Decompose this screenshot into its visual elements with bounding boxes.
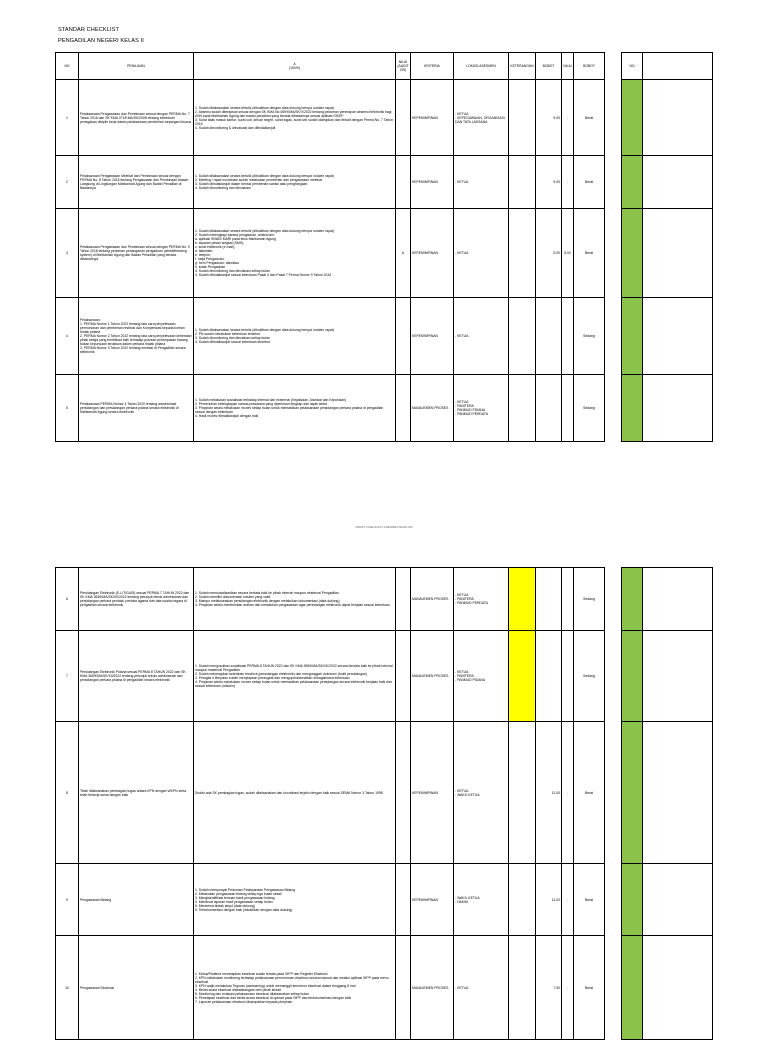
side-empty-cell	[643, 209, 713, 298]
row-lokasi: - KETUA - KEPEGAWAIAN, ORGANISASI DAN TATA LAKSANA	[454, 80, 509, 156]
side-status-cell	[622, 80, 643, 156]
table-row	[56, 156, 605, 209]
row-keterangan	[509, 298, 536, 375]
row-lokasi: - KETUA - WAKIL KETUA	[454, 722, 509, 864]
side-row	[622, 298, 713, 375]
col-keterangan: KETERANGAN	[509, 53, 536, 80]
row-bobot: 5.00	[536, 209, 562, 298]
side-status-cell	[622, 568, 643, 631]
row-no: 2	[56, 156, 79, 209]
row-penilaian: Pelaksanaan Pengawasan Melekat dan Pembinaan sesuai dengan PERMA No. 8 Tahun 2016 tentang Pengawasan dan Pembinaan Atasan Langsung di Lingkungan Mahkamah Agung dan Badan Peradilan di Bawahnya	[79, 156, 194, 209]
document-subtitle: PENGADILAN NEGERI KELAS II	[58, 38, 144, 44]
row-criteria-a: 1. Sudah dilaksanakan secara tertulis (dibuktikan dengan data dukung berupa notulen rapat) 2. Sudah melengkapi sarana pengaduan, antara lain: a. aplikasi SIWAS MARI pada situs Mahkamah Agung b. layanan pesan singkat (SMS); c. surat elektronik (e-mail); d. faksimile; e. telepon; f. meja Pengaduan; g. form Pengaduan; dan/atau h. kotak Pengaduan 3. Sudah dimonitoring dan dievaluasi setiap bulan 4. Sudah ditindaklanjuti sesuai ketentuan Pasal 4 dan Pasal 7 Perma Nomor 9 Tahun 2016	[194, 209, 396, 298]
row-keterangan	[509, 156, 536, 209]
side-status-cell	[622, 631, 643, 722]
row-criteria-a: 1. Sudah dilaksanakan secara tertulis (dibuktikan dengan data dukung berupa notulen rapat) 2. Meeting / rapat koordinasi sudah melakukan pemberian dan pengawasan melekat 3. Sudah ditindaklanjuti dalam bentuk pemberian sanksi atau penghargaan 4. Sudah dimonitoring dan dievaluasi	[194, 156, 396, 209]
row-bobot2: Sedang	[574, 631, 605, 722]
row-no: 8	[56, 722, 79, 864]
row-no: 5	[56, 375, 79, 442]
row-nilai	[562, 375, 574, 442]
side-empty-cell	[643, 631, 713, 722]
row-bobot2: Berat	[574, 156, 605, 209]
row-bobot	[536, 631, 562, 722]
side-row	[622, 80, 713, 156]
row-kriteria: KEPEMIMPINAN	[411, 298, 454, 375]
row-nilai	[562, 298, 574, 375]
row-lokasi: - KETUA - PANITERA - PANMUD PERDATA	[454, 568, 509, 631]
row-penilaian: Pengawasan Eksekusi	[79, 936, 194, 1040]
side-row	[622, 375, 713, 442]
table-row	[56, 722, 605, 864]
row-bobot2: Berat	[574, 722, 605, 864]
side-row	[622, 722, 713, 864]
row-criteria-a: 1. Sudah dilaksanakan secara tertulis (dibuktikan dengan data dukung berupa notulen rapat) 2. Absensi sudah diterapkan sesuai dengan SK KMA No.069/KMA/SK/V/2022 tentang pedoman penerapan absensi elektronik bagi ASN pada Mahkamah Agung dan badan peradilan yang berada dibawahnya sesuai aplikasi SIKEP 3. Surat tidak masuk kantor, surat cuti, keluar negeri, surat tugas, surat izin sudah diarsipkan dan terkait dengan Perma No. 7 Tahun 2016 4. Sudah dimonitoring & dievaluasi dan ditindaklanjuti	[194, 80, 396, 156]
table-row	[56, 375, 605, 442]
row-kriteria: MANAJEMEN PROSES	[411, 568, 454, 631]
row-lokasi: - KETUA - PANITERA - PANMUD PIDANA	[454, 631, 509, 722]
side-empty-cell	[643, 375, 713, 442]
row-kriteria: MANAJEMEN PROSES	[411, 936, 454, 1040]
col-lokasi: LOKASI ASESMEN	[454, 53, 509, 80]
row-bobot2: Sedang	[574, 568, 605, 631]
row-nilai-audit	[396, 156, 411, 209]
side-empty-cell	[643, 156, 713, 209]
row-keterangan	[509, 864, 536, 936]
row-bobot2: Berat	[574, 209, 605, 298]
row-bobot2: Berat	[574, 80, 605, 156]
row-no: 3	[56, 209, 79, 298]
side-row	[622, 631, 713, 722]
side-table-2	[621, 567, 713, 1040]
col-no: NO	[56, 53, 79, 80]
row-bobot2: Berat	[574, 864, 605, 936]
checklist-table-2	[55, 567, 605, 1040]
side-status-cell	[622, 156, 643, 209]
row-bobot2: Berat	[574, 936, 605, 1040]
side-col-no: NO	[622, 53, 643, 80]
row-no: 7	[56, 631, 79, 722]
table-row	[56, 209, 605, 298]
side-row	[622, 156, 713, 209]
row-kriteria: MANAJEMEN PROSES	[411, 375, 454, 442]
table-row	[56, 631, 605, 722]
checklist-table-1	[55, 52, 605, 442]
side-status-cell	[622, 298, 643, 375]
row-bobot	[536, 568, 562, 631]
side-row	[622, 864, 713, 936]
row-kriteria: KEPEMIMPINAN	[411, 722, 454, 864]
row-nilai-audit: A	[396, 209, 411, 298]
page-footer: DRAFT CHECKLIST ASESMEN BADILUM	[355, 525, 413, 529]
row-nilai: -	[562, 722, 574, 864]
side-empty-cell	[643, 864, 713, 936]
col-penilaian: PENILAIAN	[79, 53, 194, 80]
row-nilai-audit	[396, 80, 411, 156]
row-lokasi: - KETUA	[454, 209, 509, 298]
row-penilaian: Pelaksanaan PERMA Nomor 4 Tahun 2020 tentang administrasi persidangan dan persidangan perkara pidana secara elektronik di Mahkamah Agung secara elektronik	[79, 375, 194, 442]
col-a: A (100%)	[194, 53, 396, 80]
row-bobot: 11.00	[536, 722, 562, 864]
row-lokasi: - KETUA	[454, 936, 509, 1040]
table-row	[56, 864, 605, 936]
side-empty-cell	[643, 298, 713, 375]
side-row	[622, 209, 713, 298]
row-kriteria: KEPEMIMPINAN	[411, 156, 454, 209]
side-table-1	[621, 52, 713, 442]
col-bobot: BOBOT	[536, 53, 562, 80]
row-penilaian: Pelaksanaan Pengawasan dan Pembinaan sesuai dengan PERMA No. 7 Tahun 2016 dan SK KMA 071/KMA/SK/2008 tentang ketentuan penegakan disiplin kerja dalam pelaksanaan pemberian tunjangan khusus	[79, 80, 194, 156]
col-nilai: NILAI	[562, 53, 574, 80]
row-penilaian: Pelaksanaan Pengawasan dan Pembinaan sesuai dengan PERMA No. 9 Tahun 2016 tentang pedoman penanganan pengaduan (whistleblowing system) di Mahkamah Agung dan Badan Peradilan yang berada dibawahnya	[79, 209, 194, 298]
table-row	[56, 568, 605, 631]
document-title: STANDAR CHECKLIST	[58, 27, 119, 33]
row-keterangan	[509, 209, 536, 298]
row-no: 6	[56, 568, 79, 631]
row-lokasi: - KETUA	[454, 156, 509, 209]
row-keterangan	[509, 722, 536, 864]
row-nilai-audit	[396, 375, 411, 442]
row-kriteria: KEPEMIMPINAN	[411, 80, 454, 156]
row-penilaian: Telah dilaksanakan pembagian tugas antara KPN dengan WKPN serta telah bekerja sama dengan baik	[79, 722, 194, 864]
row-kriteria: KEPEMIMPINAN	[411, 864, 454, 936]
row-criteria-a: Sudah ada SK pembagian tugas, sudah dilaksanakan dan koordinasi terjalin dengan baik sesuai SEMA Nomor 3 Tahun 1998	[194, 722, 396, 864]
row-criteria-a: 1. Sudah mempunyai Pedoman Pelaksanaan Pengawasan Bidang 2. Melakukan pengawasan bidang setiap tiga bulan sekali 3. Mengidentifikasi temuan hasil pengawasan bidang 4. Membuat laporan hasil pengawasan setiap bulan 5. Menerima tindak lanjut (data dukung) 6. Terdokumentasi dengan baik (dibuktikan dengan data dukung)	[194, 864, 396, 936]
row-penilaian: Pelaksanaan: 1. PERMA Nomor 1 Tahun 2022 tentang tata cara penyelesaian permohonan dan pemberian restitusi dan Kompensasi kepada korban tindak pidana 2. PERMA Nomor 2 Tahun 2022 tentang tata cara penyelesaian keberatan pihak ketiga yang beriktikad baik terhadap putusan perampasan barang bukan kepunyaan terdakwa dalam perkara tindak pidana 3. PERMA Nomor 3 Tahun 2022 tentang mediasi di Pengadilan secara elektronik	[79, 298, 194, 375]
col-nilai-audit: NILAI (AUDIT OR)	[396, 53, 411, 80]
row-no: 4	[56, 298, 79, 375]
row-kriteria: MANAJEMEN PROSES	[411, 631, 454, 722]
row-nilai	[562, 568, 574, 631]
row-bobot2: Sedang	[574, 375, 605, 442]
table-header-row	[56, 53, 605, 80]
row-penilaian: Persidangan Elektronik Pidana sesuai PERMA 8 TAHUN 2022 dan SK KMA 365/KMA/SK/XII/2022 tentang petunjuk teknis administrasi dan persidangan perkara pidana di pengadilan secara elektronik	[79, 631, 194, 722]
row-nilai: -	[562, 864, 574, 936]
row-lokasi: - KETUA - PANITERA - PANMUD PIDANA - PANMUD PERDATA	[454, 375, 509, 442]
side-empty-cell	[643, 80, 713, 156]
row-bobot2: Sedang	[574, 298, 605, 375]
row-keterangan	[509, 80, 536, 156]
row-criteria-a: 1. Sudah melakukan sosialisasi terhadap internal dan eksternal (Kejaksaan, Advokat dan Kepolisian) 2. Pemenuhan kelengkapan sarana prasarana yang diperlukan lengkap dan layak sedia 3. Pimpinan selalu melakukan monev setiap bulan untuk memastikan pelaksanaan persidangan perkara pidana di pengadilan sesuai dengan ketentuan 4. Hasil monev ditindaklanjuti dengan baik	[194, 375, 396, 442]
row-nilai-audit	[396, 864, 411, 936]
row-nilai: -	[562, 936, 574, 1040]
row-keterangan	[509, 631, 536, 722]
row-bobot: 11.00	[536, 864, 562, 936]
row-nilai-audit	[396, 631, 411, 722]
row-lokasi: - KETUA	[454, 298, 509, 375]
row-bobot: 5.00	[536, 80, 562, 156]
row-nilai: -	[562, 80, 574, 156]
side-row	[622, 568, 713, 631]
row-criteria-a: 1. Sudah mensosialisasikan secara berkala baik ke pihak internal maupun eksternal Pengadilan 2. Sudah memiliki dokumentasi notulen yang valid 3. Mampu melaksanakan persidangan elektronik dengan melakukan dokumentasi (data dukung) 4. Pimpinan selalu memberikan arahan dan melakukan pengawasan agar persidangan elektronik dapat berjalan sesuai ketentuan	[194, 568, 396, 631]
row-criteria-a: 1. Sudah dilaksanakan secara tertulis (dibuktikan dengan data dukung berupa notulen rapat) 2. PN sudah melakukan ketentuan tersebut 3. Sudah dimonitoring dan dievaluasi setiap bulan 4. Sudah ditindaklanjuti sesuai ketentuan tersebut	[194, 298, 396, 375]
row-bobot: 5.00	[536, 156, 562, 209]
row-no: 10	[56, 936, 79, 1040]
row-penilaian: Persidangan Elektronik (E-LITIGASI) sesuai PERMA 7 TAHUN 2022 dan SK KMA 363/KMA/SK/XII/2022 tentang petunjuk teknis administrasi dan persidangan perkara perdata, perdata agama dan tata usaha negara di pengadilan secara elektronik	[79, 568, 194, 631]
table-row	[56, 80, 605, 156]
row-nilai: 5.00	[562, 209, 574, 298]
row-bobot: 7.50	[536, 936, 562, 1040]
row-kriteria: KEPEMIMPINAN	[411, 209, 454, 298]
row-nilai-audit	[396, 298, 411, 375]
side-status-cell	[622, 375, 643, 442]
col-kriteria: KRITERIA	[411, 53, 454, 80]
row-bobot	[536, 375, 562, 442]
row-nilai: -	[562, 156, 574, 209]
row-nilai	[562, 631, 574, 722]
table-row	[56, 298, 605, 375]
row-bobot	[536, 298, 562, 375]
row-nilai-audit	[396, 568, 411, 631]
side-status-cell	[622, 722, 643, 864]
side-status-cell	[622, 209, 643, 298]
row-lokasi: - WAKIL KETUA - HAKIM	[454, 864, 509, 936]
row-keterangan	[509, 375, 536, 442]
row-keterangan	[509, 568, 536, 631]
row-no: 1	[56, 80, 79, 156]
side-empty-cell	[643, 722, 713, 864]
row-no: 9	[56, 864, 79, 936]
side-empty-cell	[643, 568, 713, 631]
col-bobot2: BOBOT	[574, 53, 605, 80]
row-nilai-audit	[396, 722, 411, 864]
row-criteria-a: 1. Ketua/Panitera menetapkan eksekusi sudah tertata pada SIPP dan Register Eksekusi 2. KPN melakukan monitoring terhadap pelaksanaan permohonan eksekusi secara manual dan melalui aplikasi SIPP pada menu eksekusi 3. KPN wajib melakukan Teguran (aanmaning) untuk memanggil termohon eksekusi dalam tenggang 8 hari 4. Berita acara eksekusi ditandatangani oleh pihak terkait 5. Monitoring dan evaluasi pelaksanaan eksekusi dilaksanakan setiap bulan 6. Penetapan eksekusi dan berita acara eksekusi di-upload pada SIPP dan terdokumentasi dengan baik 7. Laporan pelaksanaan eksekusi disampaikan kepada pimpinan	[194, 936, 396, 1040]
row-penilaian: Pengawasan Bidang	[79, 864, 194, 936]
side-status-cell	[622, 864, 643, 936]
row-criteria-a: 1. Sudah mengusulkan sosialisasi PERMA 8 TAHUN 2022 dan SK KMA 365/KMA/SK/XII/2022 secara berkala baik ke pihak internal maupun eksternal Pengadilan 2. Sudah menerapkan ketentuan tersebut (persidangan elektronik) dan mengunggah dokumen (bukti persidangan) 3. Petugas e-Berpadu sudah menyiapkan perangkat dan mengoperasionalkan sebagaimana ketentuan 4. Pimpinan selalu melakukan monev setiap bulan untuk memastikan pelaksanaan persidangan secara elektronik berjalan baik dan sesuai ketentuan (notulen)	[194, 631, 396, 722]
